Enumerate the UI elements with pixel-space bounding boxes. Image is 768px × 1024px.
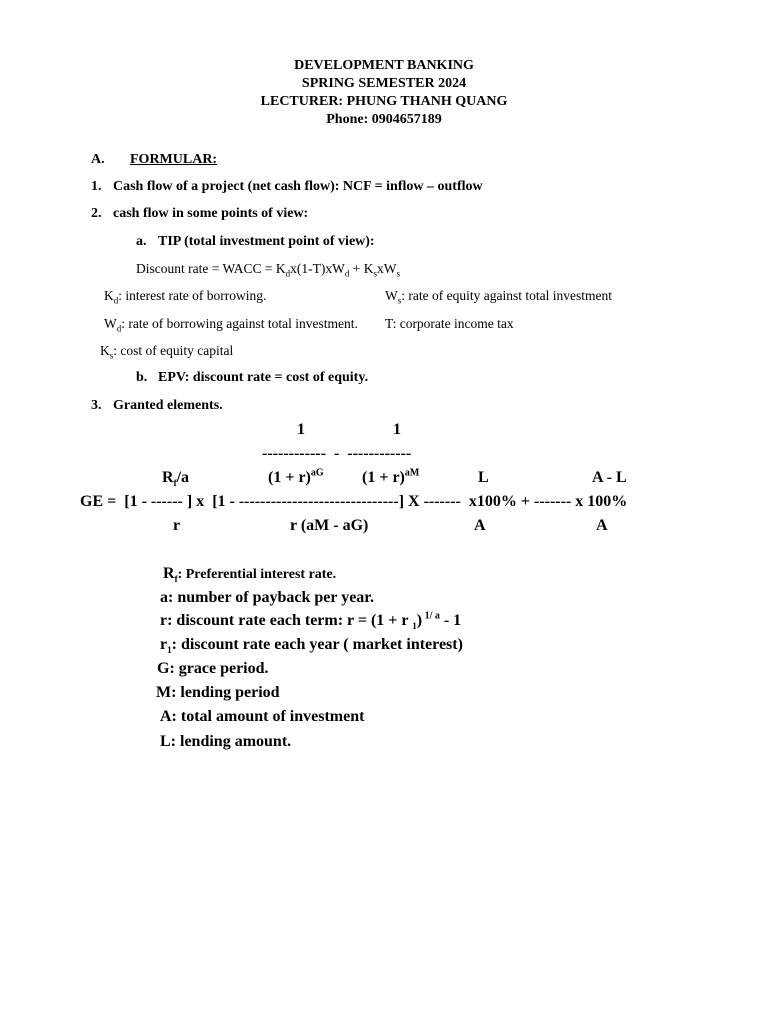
item-2-text: cash flow in some points of view:	[113, 206, 309, 221]
legend-r: r: discount rate each term: r = (1 + r $_1$) $^{1/ a}$ - 1	[160, 610, 462, 632]
legend-m: M: lending period	[156, 684, 280, 701]
legend-a-total: A: total amount of investment	[160, 708, 365, 725]
ge-one-plus-r-aM: $(1 + r)^{aM}$	[362, 467, 420, 486]
item-2-number: 2.	[91, 206, 102, 221]
item-3-text: Granted elements.	[113, 398, 223, 413]
wacc-formula: Discount rate = WACC = $K_dx(1-T)xW_d + K_sxW_s$	[136, 261, 400, 279]
course-title: DEVELOPMENT BANKING	[294, 58, 474, 73]
def-t: T: corporate income tax	[385, 316, 514, 331]
ge-den-r: r	[173, 517, 181, 534]
ge-dash-row: ------------ - ------------	[262, 445, 412, 462]
ge-num-l: L	[478, 469, 489, 486]
item-3-number: 3.	[91, 398, 102, 413]
def-wd: $W_d$: rate of borrowing against total investment.	[104, 316, 358, 334]
def-ks: $K_s$: cost of equity capital	[100, 343, 234, 361]
item-2a-letter: a.	[136, 234, 147, 249]
ge-rf-numerator: $R_f/a$	[162, 469, 190, 489]
section-title: FORMULAR:	[130, 152, 218, 167]
ge-den-a2: A	[596, 517, 608, 534]
ge-one-plus-r-aG: $(1 + r)^{aG}$	[268, 467, 324, 486]
def-kd: $K_d$: interest rate of borrowing.	[104, 288, 267, 306]
item-2b-text: EPV: discount rate = cost of equity.	[158, 370, 369, 385]
legend-a: a: number of payback per year.	[160, 589, 374, 606]
item-2b-letter: b.	[136, 370, 148, 385]
legend-g: G: grace period.	[157, 660, 269, 677]
ge-main-row: GE = [1 - ------ ] x [1 - ------------------------------] X ------- x100% + ------- x 100%	[80, 493, 628, 510]
phone: Phone: 0904657189	[326, 112, 442, 127]
section-letter: A.	[91, 152, 105, 167]
legend-rf: $R_f$: Preferential interest rate.	[163, 565, 337, 584]
legend-r1: $r_1$: discount rate each year ( market interest)	[160, 636, 463, 656]
ge-num-al: A - L	[592, 469, 627, 486]
def-ws: $W_s$: rate of equity against total investment	[385, 288, 612, 306]
item-1-number: 1.	[91, 179, 102, 194]
legend-l: L: lending amount.	[160, 733, 292, 750]
ge-top-one-right: 1	[393, 421, 401, 438]
semester: SPRING SEMESTER 2024	[301, 76, 467, 91]
item-1-text: Cash flow of a project (net cash flow): NCF = inflow – outflow	[113, 179, 483, 194]
ge-den-a1: A	[474, 517, 486, 534]
item-2a-text: TIP (total investment point of view):	[158, 234, 375, 249]
ge-top-one-left: 1	[297, 421, 305, 438]
lecturer: LECTURER: PHUNG THANH QUANG	[260, 94, 508, 109]
ge-den-ram: r (aM - aG)	[290, 517, 369, 534]
